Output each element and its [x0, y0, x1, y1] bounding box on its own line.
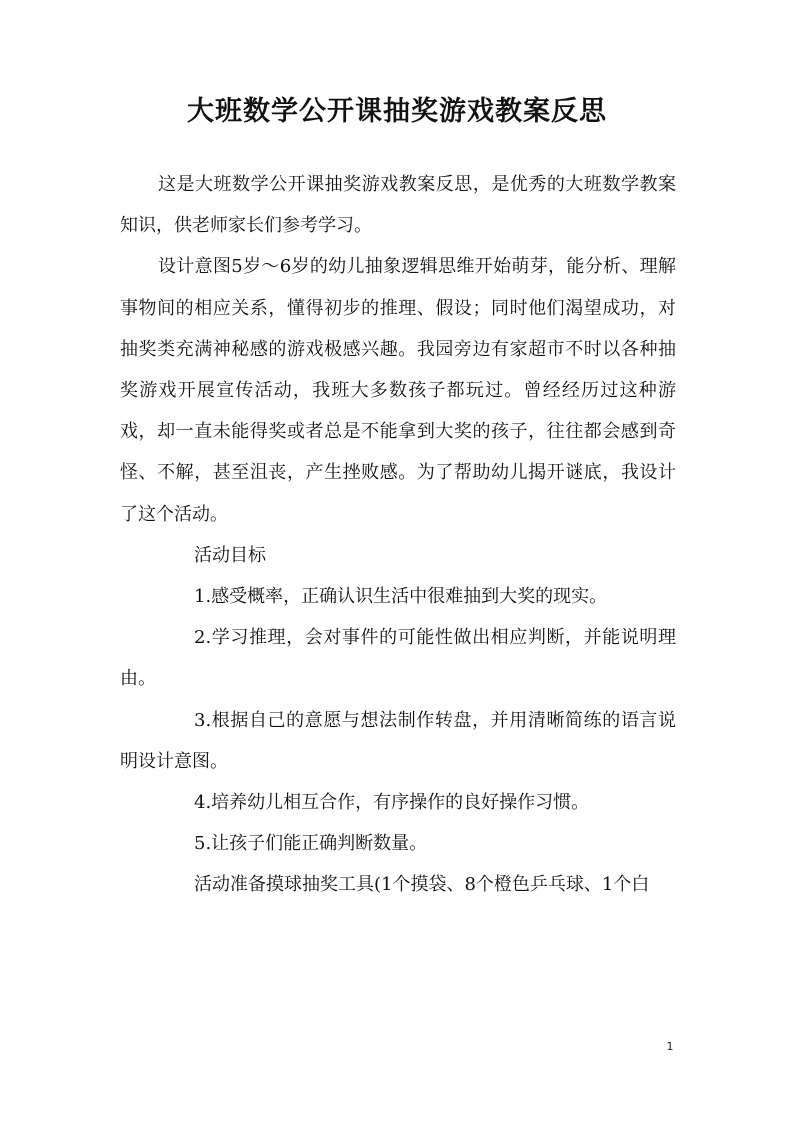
goal-item-1: 1.感受概率，正确认识生活中很难抽到大奖的现实。 [194, 586, 608, 608]
document-body [120, 164, 676, 906]
goal-item-2: 2.学习推理，会对事件的可能性做出相应判断，并能说明理由。 [120, 627, 676, 690]
paragraph-activity-prep: 活动准备摸球抽奖工具(1个摸袋、8个橙色乒乓球、1个白 [194, 874, 650, 896]
goal-item-5: 5.让孩子们能正确判断数量。 [194, 833, 428, 855]
paragraph-design-intent: 设计意图5岁～6岁的幼儿抽象逻辑思维开始萌芽，能分析、理解事物间的相应关系，懂得初步的推理、假设；同时他们渴望成功，对抽奖类充满神秘感的游戏极感兴趣。我园旁边有家超市不时以各种抽奖游戏开展宣传活动，我班大多数孩子都玩过。曾经经历过这种游戏，却一直未能得奖或者总是不能拿到大奖的孩子，往往都会感到奇怪、不解，甚至沮丧，产生挫败感。为了帮助幼儿揭开谜底，我设计了这个活动。 [120, 256, 676, 525]
heading-activity-goals: 活动目标 [194, 544, 266, 566]
paragraph-intro: 这是大班数学公开课抽奖游戏教案反思，是优秀的大班数学教案知识，供老师家长们参考学习。 [120, 174, 676, 237]
page-number: 1 [666, 1040, 674, 1053]
goal-item-4: 4.培养幼儿相互合作，有序操作的良好操作习惯。 [194, 792, 590, 814]
goal-item-3: 3.根据自己的意愿与想法制作转盘，并用清晰简练的语言说明设计意图。 [120, 709, 676, 772]
document-title: 大班数学公开课抽奖游戏教案反思 [187, 96, 607, 127]
